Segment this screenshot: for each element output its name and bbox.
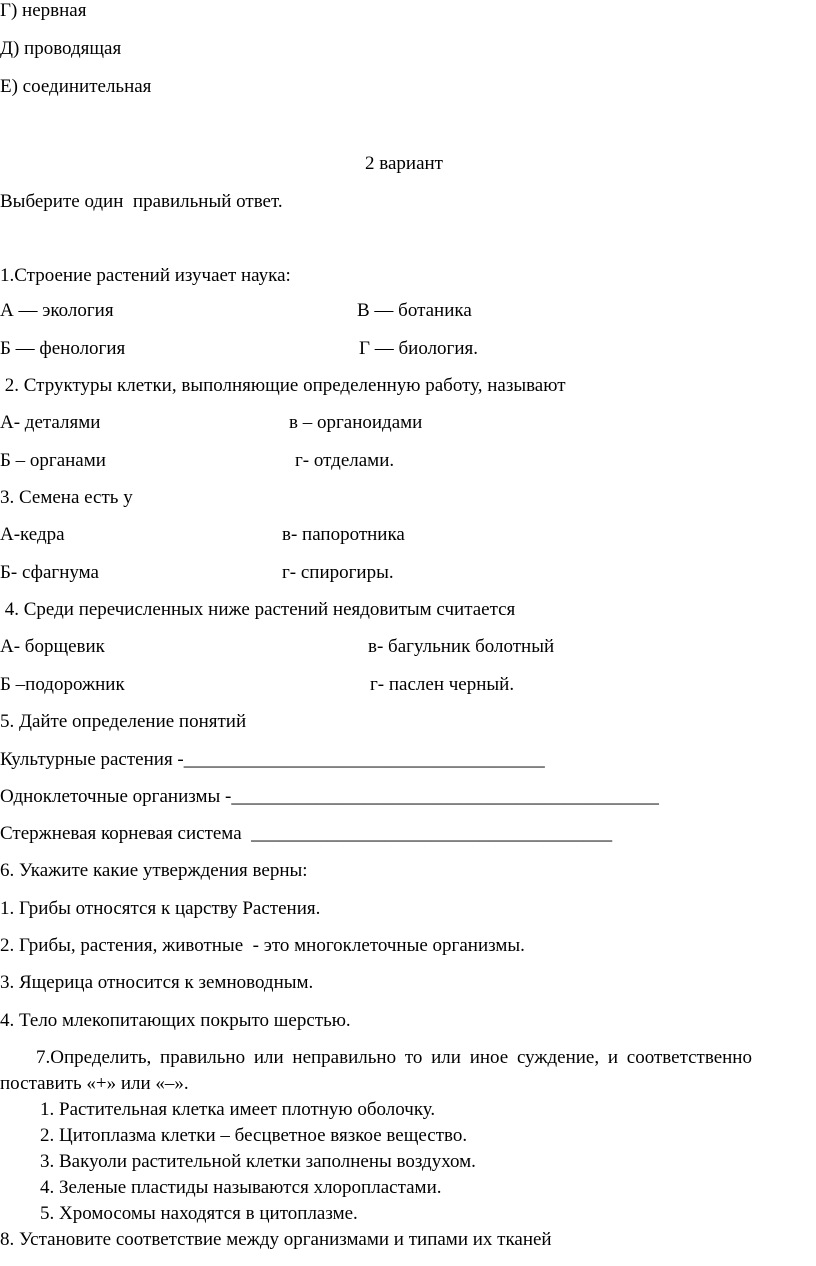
question-4: 4. Среди перечисленных ниже растений неядовитым считается <box>0 599 516 620</box>
variant-title: 2 вариант <box>365 153 443 174</box>
question-7-line-1: 7.Определить, правильно или неправильно то или иное суждение, и соответственно <box>36 1047 752 1068</box>
question-6: 6. Укажите какие утверждения верны: <box>0 860 308 881</box>
q4-option-b: Б –подорожник <box>0 674 125 695</box>
q1-option-b: Б — фенология <box>0 338 126 359</box>
q4-option-g: г- паслен черный. <box>370 674 515 695</box>
definition-item: Стержневая корневая система ______________________________________ <box>0 823 613 844</box>
q4-option-v: в- багульник болотный <box>368 636 555 657</box>
question-1: 1.Строение растений изучает наука: <box>0 265 291 286</box>
prev-option-e: Е) соединительная <box>0 76 152 97</box>
q3-option-g: г- спирогиры. <box>282 562 394 583</box>
statement-item: 4. Тело млекопитающих покрыто шерстью. <box>0 1010 351 1031</box>
q4-option-a: А- борщевик <box>0 636 105 657</box>
statement-item: 2. Грибы, растения, животные - это многоклеточные организмы. <box>0 935 525 956</box>
definition-item: Культурные растения -______________________________________ <box>0 749 545 770</box>
prev-option-g: Г) нервная <box>0 0 87 21</box>
judgement-item: 4. Зеленые пластиды называются хлоропластами. <box>40 1177 442 1198</box>
question-3: 3. Семена есть у <box>0 487 133 508</box>
q3-option-b: Б- сфагнума <box>0 562 99 583</box>
question-2: 2. Структуры клетки, выполняющие определенную работу, называют <box>0 375 566 396</box>
q1-option-g: Г — биология. <box>359 338 479 359</box>
q3-option-v: в- папоротника <box>282 524 405 545</box>
q1-option-a: А — экология <box>0 300 114 321</box>
q2-option-v: в – органоидами <box>289 412 423 433</box>
q2-option-b: Б – органами <box>0 450 106 471</box>
q3-option-a: А-кедра <box>0 524 65 545</box>
instruction: Выберите один правильный ответ. <box>0 191 283 212</box>
definition-item: Одноклеточные организмы -_____________________________________________ <box>0 786 659 807</box>
question-5: 5. Дайте определение понятий <box>0 711 247 732</box>
question-7-line-2: поставить «+» или «–». <box>0 1073 189 1094</box>
q1-option-v: В — ботаника <box>357 300 472 321</box>
question-8: 8. Установите соответствие между организмами и типами их тканей <box>0 1229 552 1250</box>
judgement-item: 3. Вакуоли растительной клетки заполнены воздухом. <box>40 1151 476 1172</box>
statement-item: 1. Грибы относятся к царству Растения. <box>0 898 321 919</box>
prev-option-d: Д) проводящая <box>0 38 122 59</box>
judgement-item: 2. Цитоплазма клетки – бесцветное вязкое вещество. <box>40 1125 468 1146</box>
q2-option-a: А- деталями <box>0 412 101 433</box>
judgement-item: 1. Растительная клетка имеет плотную оболочку. <box>40 1099 436 1120</box>
statement-item: 3. Ящерица относится к земноводным. <box>0 972 314 993</box>
q2-option-g: г- отделами. <box>295 450 395 471</box>
judgement-item: 5. Хромосомы находятся в цитоплазме. <box>40 1203 358 1224</box>
